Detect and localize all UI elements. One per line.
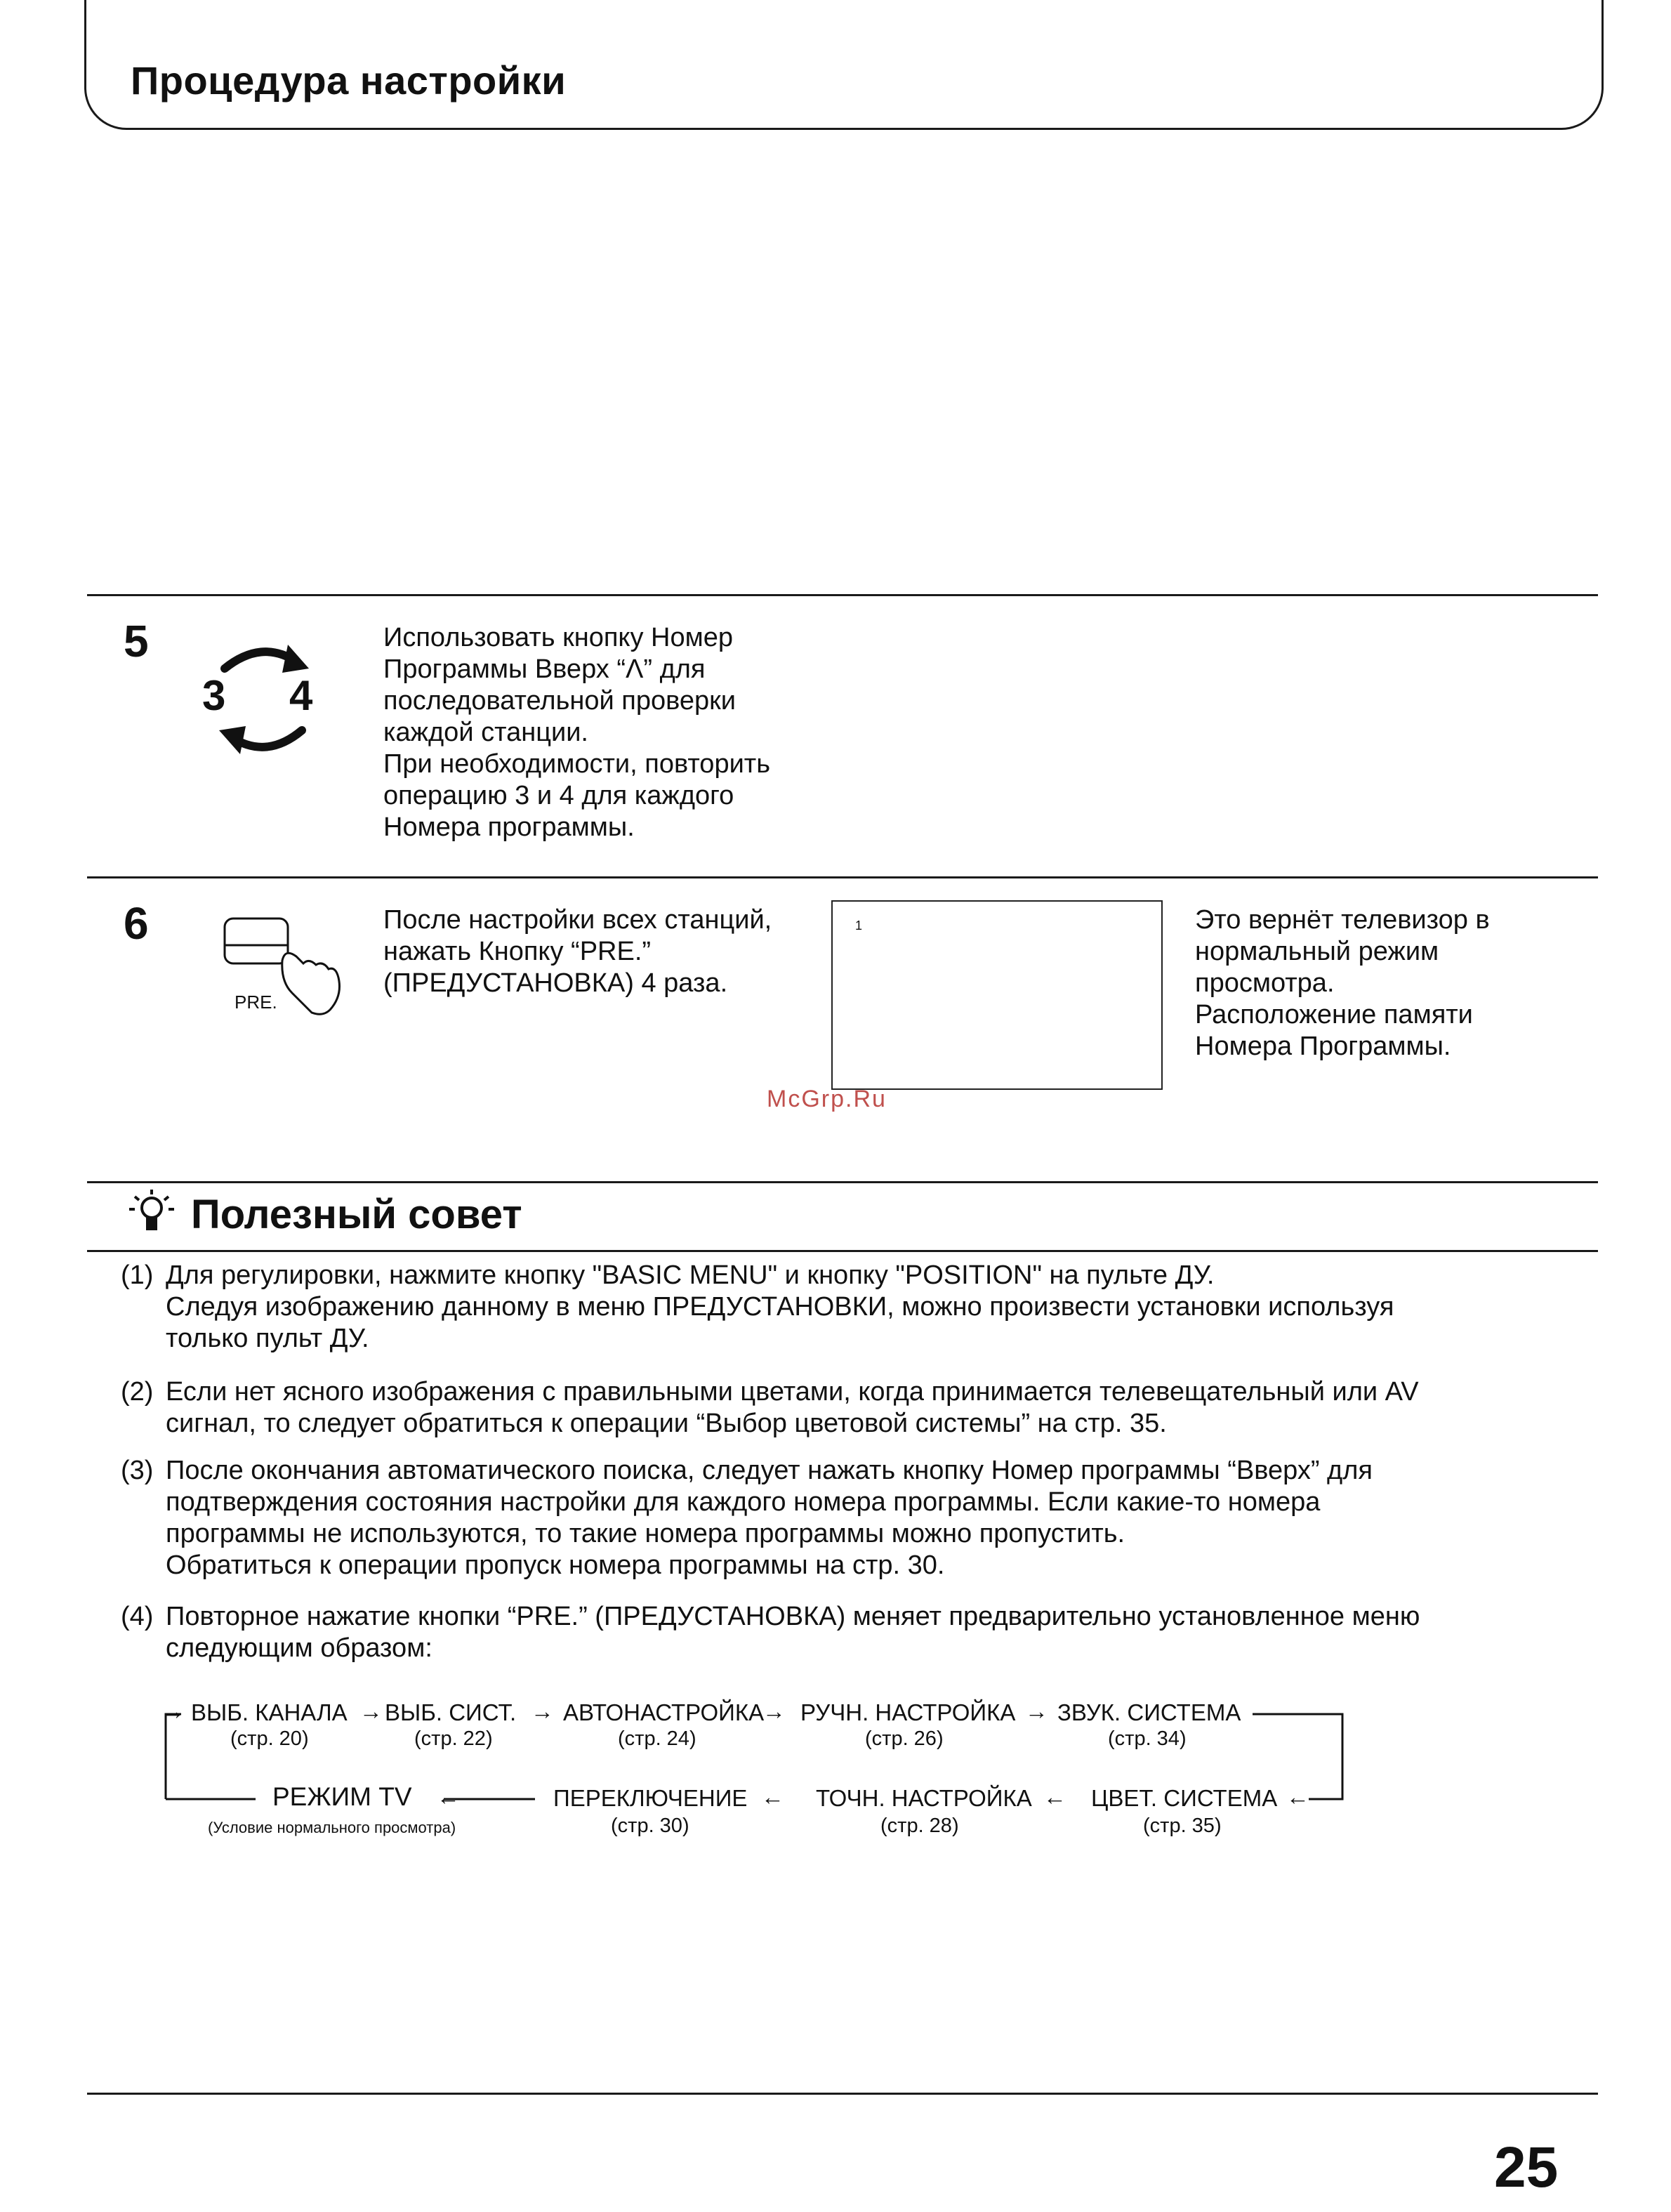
page-title: Процедура настройки	[131, 58, 567, 103]
flow-step-page: (Условие нормального просмотра)	[208, 1819, 456, 1836]
pre-button-label: PRE.	[235, 992, 277, 1013]
tip-number: (4)	[121, 1602, 154, 1631]
tip-number: (3)	[121, 1456, 154, 1485]
flow-step-page: (стр. 26)	[865, 1727, 944, 1750]
flow-step-label: ЗВУК. СИСТЕМА	[1057, 1699, 1241, 1725]
flow-step-page: (стр. 24)	[618, 1727, 696, 1750]
tip-text: Если нет ясного изображения с правильными цветами, когда принимается телевещательный или AV сигнал, то следует обратиться к операции “Выбор цветовой системы” на стр. 35.	[166, 1377, 1419, 1438]
page-number: 25	[1494, 2135, 1559, 2199]
tip-text: Для регулировки, нажмите кнопку "BASIC MENU" и кнопку "POSITION" на пульте ДУ. Следуя изображению данному в меню ПРЕДУСТАНОВКИ, можно произвести установки используя только пульт ДУ.	[166, 1260, 1394, 1353]
flow-step-page: (стр. 20)	[230, 1727, 309, 1750]
tip-text: После окончания автоматического поиска, следует нажать кнопку Номер программы “Вверх” для подтверждения состояния настройки для каждого номера программы. Если какие-то номера программы не используются, то такие номера программы можно пропустить. Обратиться к операции пропуск номера программы на стр. 30.	[166, 1456, 1373, 1580]
flow-step-label: ВЫБ. СИСТ.	[385, 1699, 517, 1725]
tip-number: (2)	[121, 1377, 154, 1407]
step-6-number: 6	[124, 898, 149, 949]
arrow-right-icon: →	[359, 1698, 383, 1724]
arrow-left-icon: ←	[1286, 1784, 1309, 1810]
footer-divider	[87, 2093, 1598, 2095]
watermark: McGrp.Ru	[767, 1086, 887, 1112]
step-6-text: После настройки всех станций, нажать Кнопку “PRE.” (ПРЕДУСТАНОВКА) 4 раза.	[383, 905, 772, 998]
flow-step-page: (стр. 28)	[880, 1815, 959, 1837]
flow-step-page: (стр. 22)	[414, 1727, 493, 1750]
step-5-text: Использовать кнопку Номер Программы Вверх “Λ” для последовательной проверки каждой станции. При необходимости, повторить операцию 3 и 4 для каждого Номера программы.	[383, 623, 770, 842]
flow-step-page: (стр. 35)	[1143, 1815, 1222, 1837]
tip-text: Повторное нажатие кнопки “PRE.” (ПРЕДУСТАНОВКА) меняет предварительно установленное меню следующим образом:	[166, 1602, 1420, 1663]
step-6-result-text: Это вернёт телевизор в нормальный режим просмотра. Расположение памяти Номера Программы.	[1195, 905, 1490, 1061]
flow-step-label: АВТОНАСТРОЙКА	[563, 1699, 765, 1725]
icon-label-3: 3	[202, 672, 226, 719]
arrow-right-icon: →	[161, 1698, 185, 1724]
tips-title: Полезный совет	[191, 1192, 522, 1237]
tip-number: (1)	[121, 1260, 154, 1290]
flow-step-label: ЦВЕТ. СИСТЕМА	[1091, 1785, 1278, 1811]
screen-program-number: 1	[855, 919, 863, 933]
arrow-left-icon: ←	[437, 1784, 460, 1810]
flow-step-label: ТОЧН. НАСТРОЙКА	[816, 1785, 1032, 1811]
arrow-left-icon: ←	[761, 1784, 784, 1810]
flow-step-label: ВЫБ. КАНАЛА	[191, 1699, 348, 1725]
step-5-number: 5	[124, 616, 149, 666]
flow-step-label: ПЕРЕКЛЮЧЕНИЕ	[553, 1785, 748, 1811]
flow-step-page: (стр. 34)	[1108, 1727, 1187, 1750]
arrow-right-icon: →	[1025, 1698, 1048, 1724]
arrow-right-icon: →	[531, 1698, 554, 1724]
flow-step-page: (стр. 30)	[611, 1815, 689, 1837]
flow-step-label: РУЧН. НАСТРОЙКА	[800, 1699, 1016, 1725]
arrow-right-icon: →	[762, 1698, 786, 1724]
arrow-left-icon: ←	[1043, 1784, 1066, 1810]
icon-label-4: 4	[289, 672, 313, 719]
flow-step-label: РЕЖИМ TV	[272, 1782, 412, 1811]
